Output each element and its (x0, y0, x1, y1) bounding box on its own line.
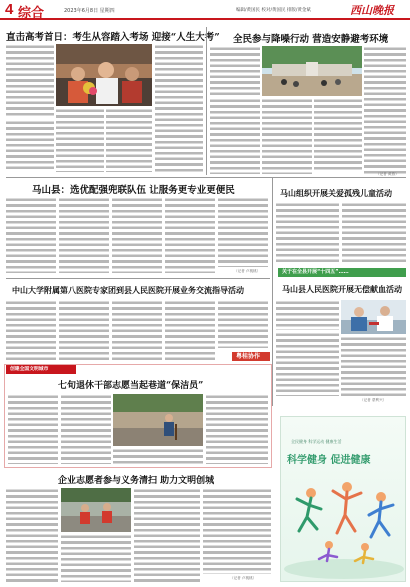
article-column (6, 197, 56, 273)
article-column (8, 394, 58, 464)
article-column (6, 44, 54, 118)
byline: （记者 卢桃桃） (234, 269, 261, 273)
row-separator (6, 278, 270, 279)
yuetong-banner: 粤桂协作 (232, 352, 270, 361)
notice-band: 关于在全县开展“十四五”…… (278, 268, 406, 277)
blood-photo (341, 300, 406, 334)
article-column (210, 98, 260, 174)
page-number: 4 (5, 1, 14, 18)
headline-children: 马山组织开展关爱孤残儿童活动 (280, 188, 392, 198)
row-separator (6, 177, 406, 178)
poster-subline: 全民健身 科学运动 健康生活 (291, 439, 342, 444)
article-column (314, 98, 362, 170)
poster-headline: 科学健身 促进健康 (287, 455, 371, 466)
article-column (6, 300, 56, 362)
masthead (0, 0, 410, 20)
fitness-poster (280, 416, 406, 582)
byline: （记者 黄燕） (376, 172, 399, 176)
column-separator (272, 178, 273, 406)
article-column (165, 197, 215, 273)
article-column (203, 488, 271, 574)
article-column (61, 534, 131, 582)
article-column (106, 108, 152, 172)
article-column (342, 202, 406, 264)
headline-blood: 马山县人民医院开展无偿献血活动 (282, 284, 402, 294)
article-column (262, 98, 312, 174)
article-column (61, 394, 111, 464)
byline: （记者 卢桃桃） (230, 576, 257, 580)
headline-retiree: 七旬退休干部志愿当起巷道“保洁员” (58, 381, 204, 391)
headline-zhongshan: 中山大学附属第八医院专家团到县人民医院开展业务交流指导活动 (12, 285, 244, 295)
article-column (341, 336, 406, 396)
editor-credits: 编辑/黄国民 校对/黄国民 排版/黄金斌 (236, 8, 311, 13)
section-name: 综合 (18, 6, 45, 21)
article-column (218, 197, 268, 267)
article-column (6, 488, 58, 582)
article-column (59, 300, 109, 362)
civilized-city-tag: 创建全国文明城市 (6, 365, 76, 374)
article-column (112, 300, 162, 362)
article-column (218, 300, 268, 348)
article-column (276, 332, 339, 396)
byline: （记者 蒙利兴） (360, 398, 387, 402)
headline-gaokao: 直击高考首日：考生从容踏入考场 迎接“人生大考” (6, 32, 220, 43)
article-column (155, 44, 203, 172)
article-column (59, 197, 109, 273)
article-column (206, 394, 268, 464)
newspaper-logo: 西山晚报 (350, 4, 394, 17)
article-column (6, 120, 54, 172)
volunteer-photo (61, 488, 131, 532)
article-column (134, 488, 200, 582)
column-separator (206, 27, 207, 175)
headline-volunteer: 企业志愿者参与义务清扫 助力文明创城 (58, 476, 215, 486)
article-column (56, 108, 104, 172)
article-column (210, 46, 260, 96)
headline-noise: 全民参与降噪行动 营造安静避考环境 (233, 34, 389, 45)
noise-photo (262, 46, 362, 96)
article-column (113, 448, 203, 464)
issue-date: 2023年6月8日 星期四 (64, 8, 115, 14)
retiree-photo (113, 394, 203, 446)
article-column (112, 197, 162, 273)
article-column (364, 46, 406, 174)
fitness-illustration (281, 469, 406, 582)
article-column (276, 202, 339, 264)
article-column (276, 300, 339, 330)
gaokao-photo (56, 44, 152, 106)
article-column (165, 300, 215, 362)
headline-mashan: 马山县：选优配强兜联队伍 让服务更专业更便民 (32, 185, 235, 196)
